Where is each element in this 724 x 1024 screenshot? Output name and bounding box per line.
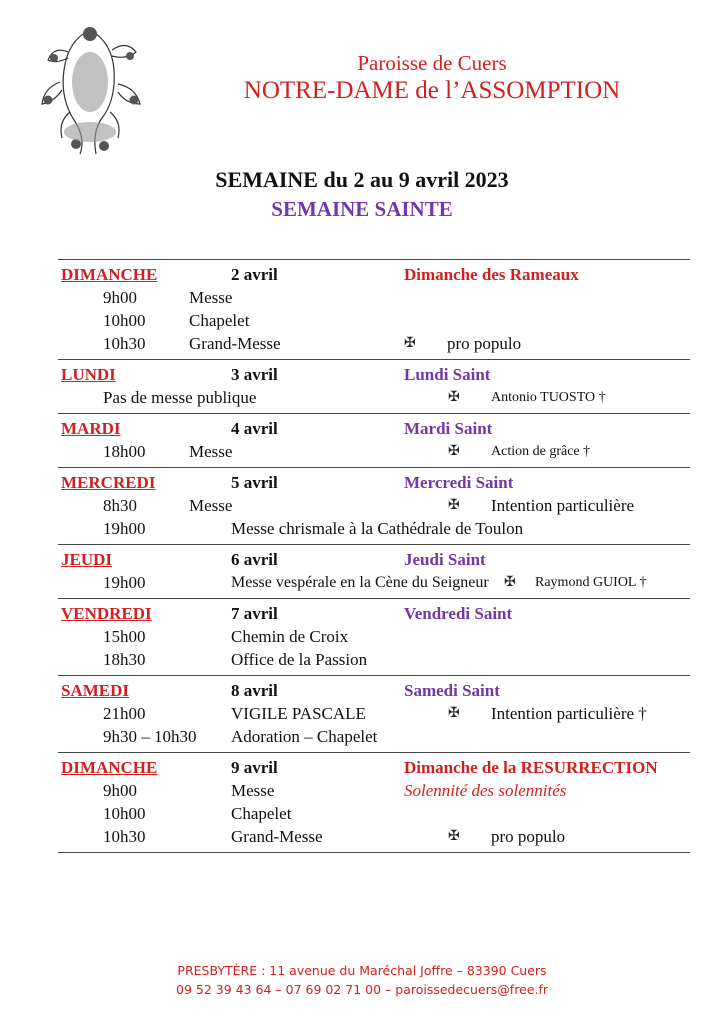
cross-icon: ✠ [404, 336, 416, 351]
liturgical-day: Dimanche de la RESURRECTION [404, 758, 658, 777]
weekly-schedule [58, 259, 690, 853]
parish-name: Paroisse de Cuers [357, 51, 507, 75]
day-name: LUNDI [61, 365, 116, 384]
cross-icon: ✠ [448, 498, 460, 513]
day-name: DIMANCHE [61, 758, 158, 777]
mass-intention: Intention particulière † [491, 704, 647, 723]
cross-icon: ✠ [448, 444, 460, 459]
schedule-row [58, 725, 690, 748]
day-date: 8 avril [231, 681, 278, 700]
activity: Adoration – Chapelet [231, 727, 378, 746]
mass-intention: Action de grâce † [491, 444, 591, 459]
day-date: 4 avril [231, 419, 278, 438]
day-header [58, 756, 690, 779]
schedule-row [58, 494, 690, 517]
mass-intention: pro populo [447, 334, 522, 353]
schedule-row [58, 802, 690, 825]
time: 10h00 [103, 804, 146, 823]
schedule-row [58, 571, 690, 594]
liturgical-day: Samedi Saint [404, 681, 500, 700]
time: 9h00 [103, 288, 137, 307]
activity: Chapelet [189, 311, 250, 330]
mass-intention: Antonio TUOSTO † [491, 390, 606, 405]
activity: Messe [231, 781, 275, 800]
day-block-thursday [58, 544, 690, 598]
activity: VIGILE PASCALE [231, 704, 366, 723]
day-block-sunday-9 [58, 752, 690, 853]
time: 9h00 [103, 781, 137, 800]
time: 21h00 [103, 704, 146, 723]
day-block-tuesday [58, 413, 690, 467]
presbytery-address: PRESBYTÈRE : 11 avenue du Maréchal Joffre – 83390 Cuers [177, 963, 547, 978]
mass-intention: Intention particulière [491, 496, 635, 515]
parish-patron-title: NOTRE-DAME de l’ASSOMPTION [243, 77, 621, 104]
mass-intention: Raymond GUIOL † [535, 575, 647, 590]
schedule-row [58, 648, 690, 671]
day-header [58, 263, 690, 286]
activity: Chemin de Croix [231, 627, 349, 646]
activity: Messe vespérale en la Cène du Seigneur [231, 574, 489, 591]
mass-intention: pro populo [491, 827, 566, 846]
activity: Chapelet [231, 804, 292, 823]
schedule-row [58, 286, 690, 309]
day-block-wednesday [58, 467, 690, 544]
schedule-row [58, 625, 690, 648]
week-title: SEMAINE du 2 au 9 avril 2023 [215, 167, 509, 192]
assumption-engraving-illustration [30, 12, 150, 162]
day-header [58, 417, 690, 440]
day-date: 9 avril [231, 758, 278, 777]
schedule-row [58, 440, 690, 463]
day-name: JEUDI [61, 550, 113, 569]
time: 8h30 [103, 496, 137, 515]
time: 18h30 [103, 650, 146, 669]
day-date: 6 avril [231, 550, 278, 569]
day-block-monday [58, 359, 690, 413]
day-header [58, 363, 690, 386]
day-name: MERCREDI [61, 473, 156, 492]
day-header [58, 602, 690, 625]
schedule-row [58, 517, 690, 540]
time: 19h00 [103, 519, 146, 538]
day-name: MARDI [61, 419, 121, 438]
activity: Messe [189, 496, 233, 515]
time: 10h30 [103, 334, 146, 353]
solemnity-note: Solennité des solennités [404, 781, 567, 800]
day-date: 7 avril [231, 604, 278, 623]
day-date: 3 avril [231, 365, 278, 384]
schedule-note: Pas de messe publique [103, 388, 257, 407]
liturgical-day: Mardi Saint [404, 419, 493, 438]
schedule-row [58, 386, 690, 409]
activity: Messe [189, 442, 233, 461]
day-name: VENDREDI [61, 604, 152, 623]
day-name: SAMEDI [61, 681, 130, 700]
day-date: 2 avril [231, 265, 278, 284]
schedule-row [58, 825, 690, 848]
time: 15h00 [103, 627, 146, 646]
cross-icon: ✠ [448, 390, 460, 405]
cross-icon: ✠ [504, 575, 516, 590]
time: 18h00 [103, 442, 146, 461]
day-name: DIMANCHE [61, 265, 158, 284]
schedule-row [58, 702, 690, 725]
day-header [58, 679, 690, 702]
liturgical-day: Mercredi Saint [404, 473, 514, 492]
activity: Messe [189, 288, 233, 307]
day-header [58, 548, 690, 571]
activity: Office de la Passion [231, 650, 368, 669]
liturgical-day: Dimanche des Rameaux [404, 265, 579, 284]
day-block-saturday [58, 675, 690, 752]
day-block-friday [58, 598, 690, 675]
holy-week-subtitle: SEMAINE SAINTE [271, 197, 453, 221]
activity: Grand-Messe [189, 334, 281, 353]
day-date: 5 avril [231, 473, 278, 492]
time: 19h00 [103, 573, 146, 592]
time: 10h30 [103, 827, 146, 846]
liturgical-day: Lundi Saint [404, 365, 491, 384]
cross-icon: ✠ [448, 829, 460, 844]
activity: Messe chrismale à la Cathédrale de Toulon [231, 519, 524, 538]
schedule-row [58, 309, 690, 332]
time: 10h00 [103, 311, 146, 330]
contact-info: 09 52 39 43 64 – 07 69 02 71 00 – paroissedecuers@free.fr [176, 982, 548, 997]
day-header [58, 471, 690, 494]
day-block-sunday-2 [58, 259, 690, 359]
cross-icon: ✠ [448, 706, 460, 721]
liturgical-day: Jeudi Saint [404, 550, 486, 569]
time: 9h30 – 10h30 [103, 727, 197, 746]
activity: Grand-Messe [231, 827, 323, 846]
schedule-row [58, 332, 690, 355]
schedule-row [58, 779, 690, 802]
liturgical-day: Vendredi Saint [404, 604, 513, 623]
